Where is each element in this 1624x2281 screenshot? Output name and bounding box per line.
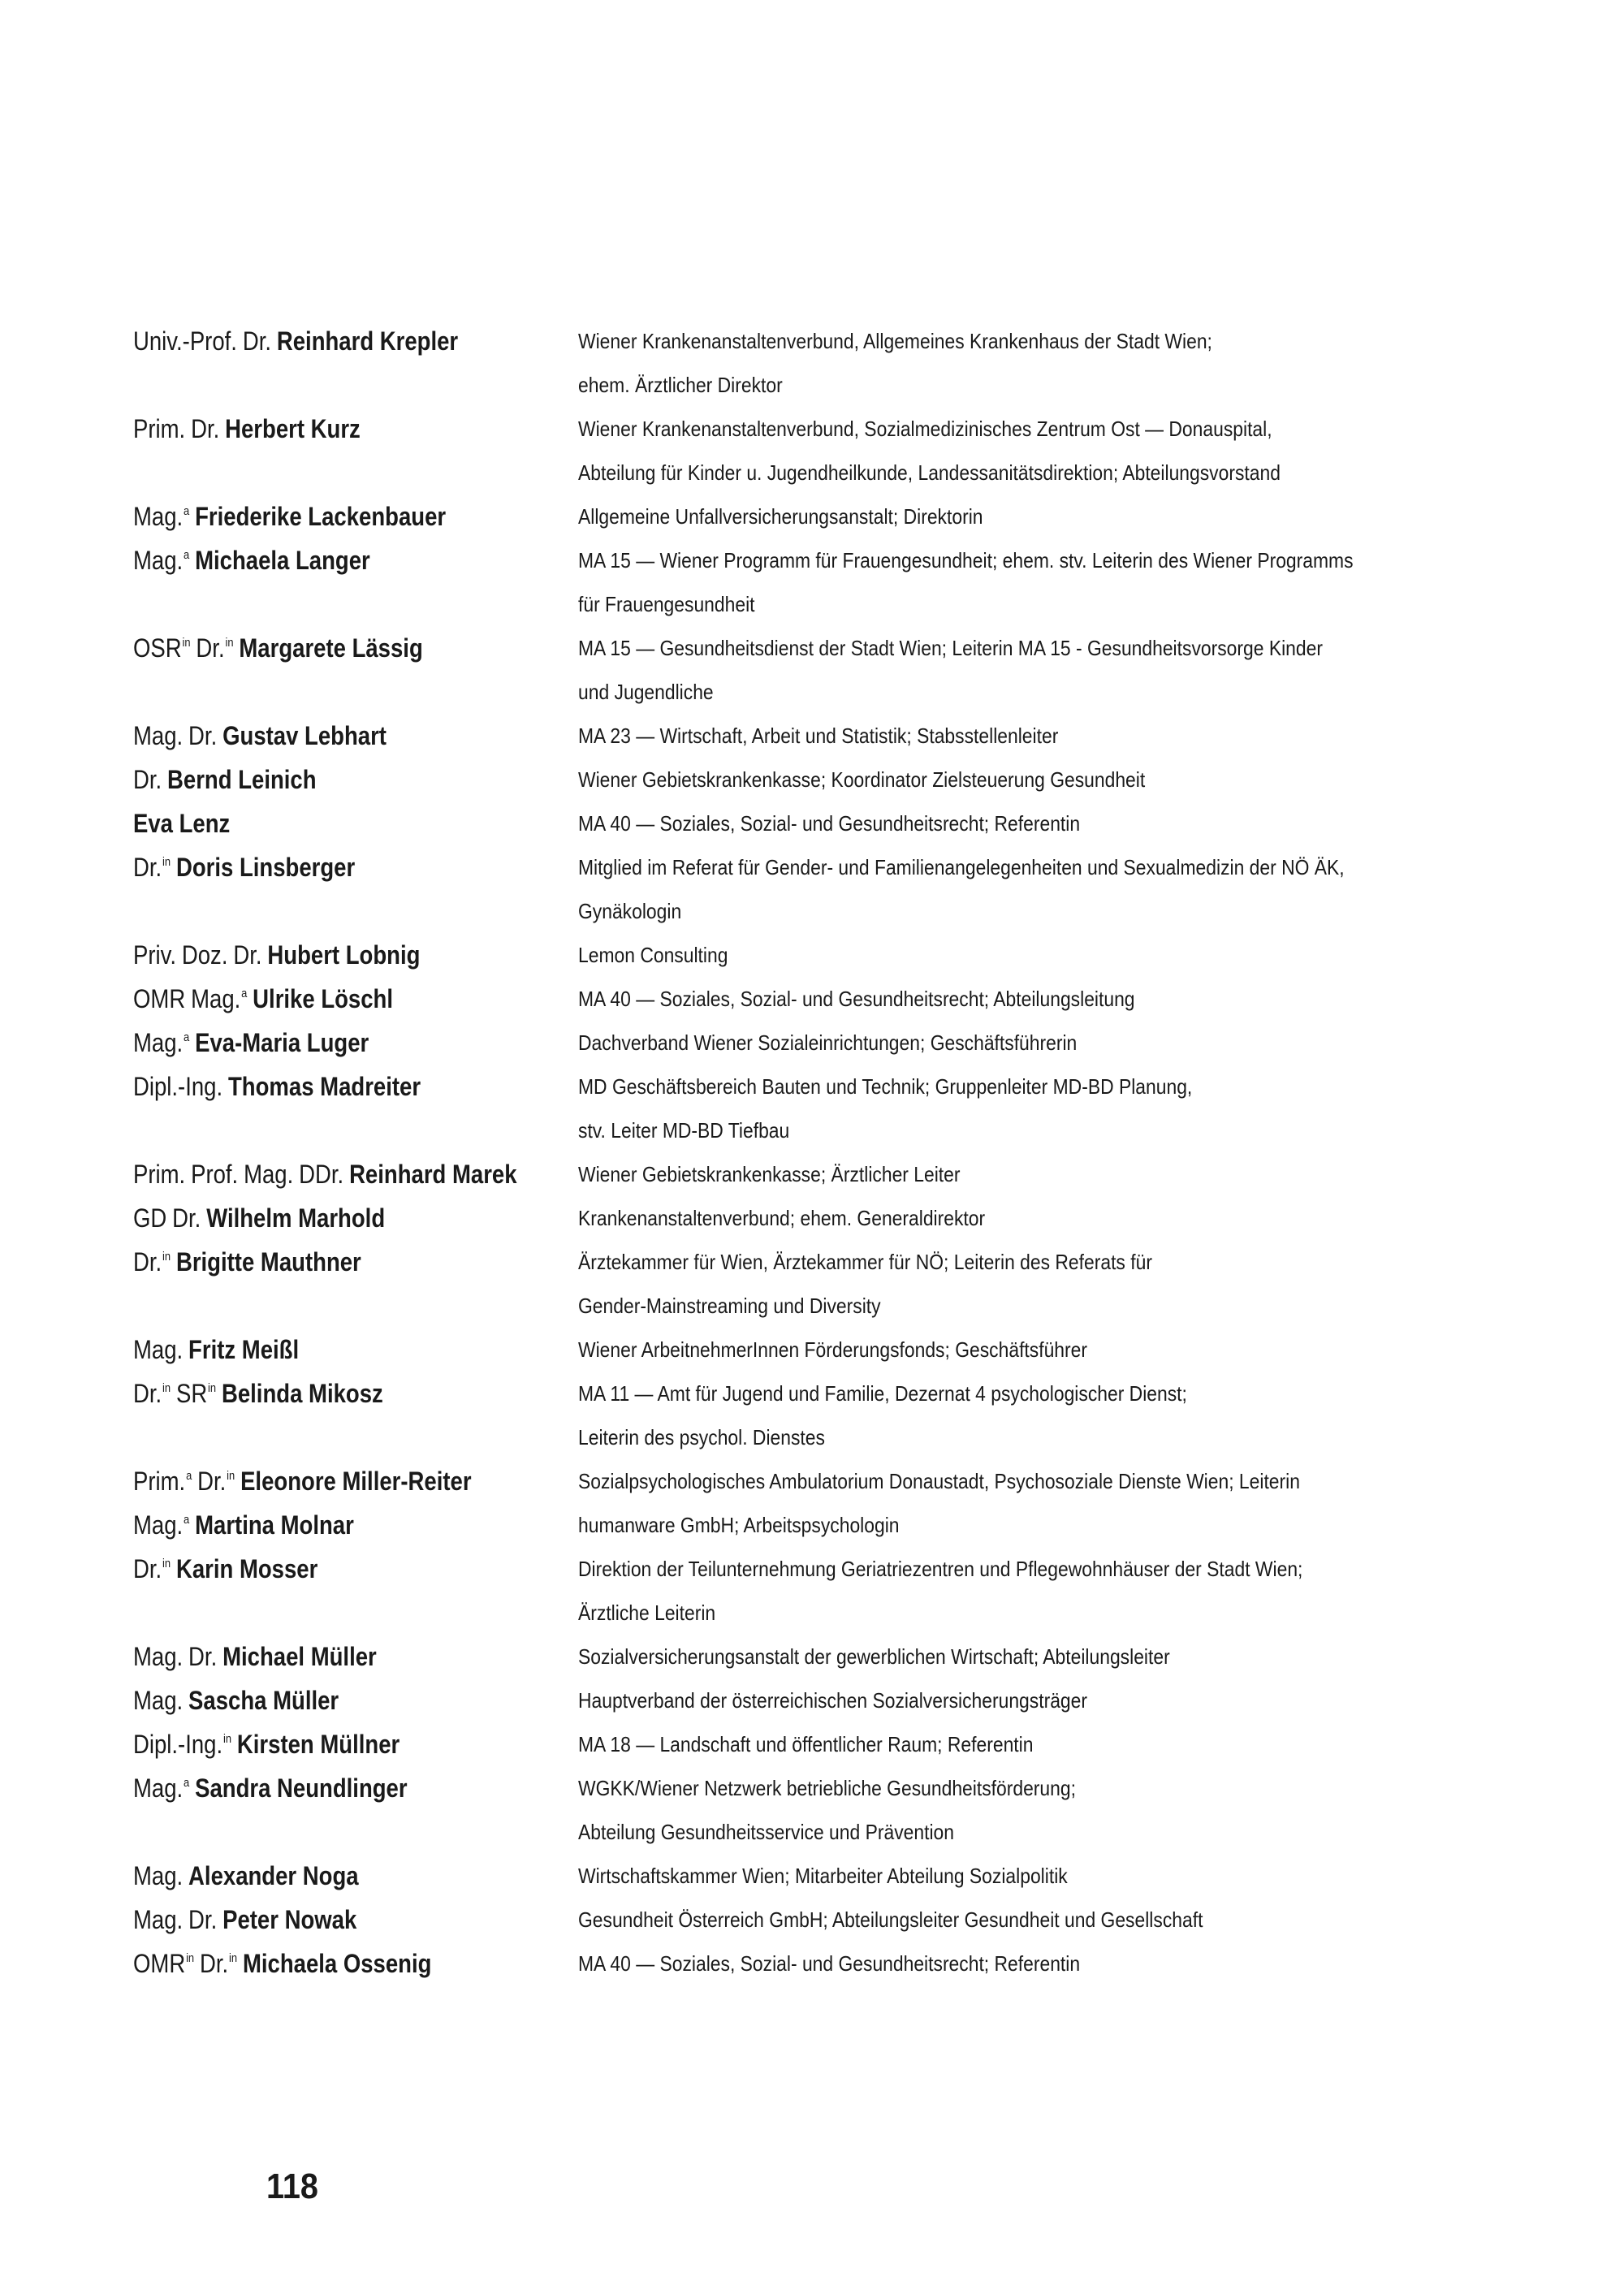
affiliation-line: Allgemeine Unfallversicherungsanstalt; Direktorin bbox=[578, 504, 983, 529]
academic-title: Doz. bbox=[181, 940, 228, 970]
academic-title: Prim. bbox=[133, 1160, 186, 1189]
person-surname: Hubert Lobnig bbox=[267, 940, 421, 970]
list-entry bbox=[133, 1459, 1400, 1503]
affiliation bbox=[578, 1372, 1302, 1459]
affiliation bbox=[578, 1459, 1302, 1503]
affiliation bbox=[578, 758, 1302, 801]
academic-title: OMR bbox=[133, 984, 186, 1013]
affiliation bbox=[578, 1898, 1302, 1942]
title-suffix: a bbox=[184, 1776, 190, 1790]
affiliation-line: MD Geschäftsbereich Bauten und Technik; Gruppenleiter MD-BD Planung, bbox=[578, 1074, 1193, 1099]
list-entry bbox=[133, 758, 1400, 801]
affiliation bbox=[578, 1722, 1302, 1766]
academic-title: Mag.$^a$ bbox=[133, 546, 190, 575]
person-name bbox=[133, 1372, 516, 1415]
person-surname: Eva Lenz bbox=[133, 809, 231, 838]
person-surname: Peter Nowak bbox=[222, 1905, 357, 1934]
academic-title: DDr. bbox=[299, 1160, 344, 1189]
academic-title: Dr. bbox=[191, 414, 220, 443]
affiliation bbox=[578, 1240, 1302, 1328]
affiliation bbox=[578, 319, 1302, 407]
affiliation bbox=[578, 933, 1302, 977]
person-name bbox=[133, 1240, 516, 1284]
academic-title: Dipl.-Ing.$^{in}$ bbox=[133, 1730, 232, 1759]
academic-title: Mag. bbox=[133, 1335, 184, 1364]
person-name bbox=[133, 1547, 516, 1591]
academic-title: Mag. bbox=[133, 1686, 184, 1715]
affiliation bbox=[578, 407, 1302, 495]
affiliation-line: MA 40 — Soziales, Sozial- und Gesundheitsrecht; Referentin bbox=[578, 811, 1081, 836]
person-name bbox=[133, 933, 516, 977]
page-number: 118 bbox=[266, 2167, 318, 2206]
list-entry bbox=[133, 845, 1400, 933]
academic-title: Mag.$^a$ bbox=[191, 984, 248, 1013]
person-surname: Martina Molnar bbox=[195, 1510, 354, 1540]
academic-title: Dipl.-Ing. bbox=[133, 1072, 223, 1101]
affiliation-line: Wirtschaftskammer Wien; Mitarbeiter Abteilung Sozialpolitik bbox=[578, 1864, 1068, 1888]
academic-title: Mag.$^a$ bbox=[133, 1773, 190, 1803]
person-surname: Brigitte Mauthner bbox=[175, 1247, 361, 1277]
list-entry bbox=[133, 495, 1400, 538]
person-surname: Reinhard Krepler bbox=[276, 326, 459, 356]
academic-title: Mag. bbox=[244, 1160, 294, 1189]
person-surname: Kirsten Müllner bbox=[236, 1730, 400, 1759]
title-suffix: in bbox=[227, 1469, 235, 1483]
person-surname: Sascha Müller bbox=[188, 1686, 339, 1715]
affiliation-line: MA 40 — Soziales, Sozial- und Gesundheitsrecht; Referentin bbox=[578, 1951, 1081, 1976]
title-suffix: a bbox=[186, 1469, 192, 1483]
affiliation-line: MA 11 — Amt für Jugend und Familie, Dezernat 4 psychologischer Dienst; bbox=[578, 1381, 1187, 1406]
person-name bbox=[133, 1152, 516, 1196]
person-name bbox=[133, 1898, 516, 1942]
list-entry bbox=[133, 626, 1400, 714]
affiliation-line: Gesundheit Österreich GmbH; Abteilungsleiter Gesundheit und Gesellschaft bbox=[578, 1907, 1203, 1932]
person-name bbox=[133, 1459, 516, 1503]
affiliation bbox=[578, 1942, 1302, 1985]
academic-title: Dr. bbox=[242, 326, 271, 356]
list-entry bbox=[133, 1372, 1400, 1459]
person-name bbox=[133, 1503, 516, 1547]
person-surname: Margarete Lässig bbox=[239, 633, 423, 663]
affiliation bbox=[578, 845, 1345, 933]
affiliation-line: Lemon Consulting bbox=[578, 943, 728, 967]
affiliation-line: Dachverband Wiener Sozialeinrichtungen; Geschäftsführerin bbox=[578, 1030, 1078, 1055]
person-surname: Eva-Maria Luger bbox=[195, 1028, 369, 1057]
affiliation-line: Gender-Mainstreaming und Diversity bbox=[578, 1294, 881, 1318]
person-name bbox=[133, 1766, 516, 1810]
academic-title: Univ.-Prof. bbox=[133, 326, 237, 356]
person-name bbox=[133, 1942, 516, 1985]
affiliation-line: MA 40 — Soziales, Sozial- und Gesundheitsrecht; Abteilungsleitung bbox=[578, 987, 1135, 1011]
person-surname: Michael Müller bbox=[222, 1642, 377, 1671]
title-suffix: a bbox=[241, 987, 248, 1000]
person-surname: Doris Linsberger bbox=[175, 853, 356, 882]
affiliation-line: ehem. Ärztlicher Direktor bbox=[578, 373, 783, 397]
affiliation-line: Wiener ArbeitnehmerInnen Förderungsfonds; Geschäftsführer bbox=[578, 1337, 1087, 1362]
person-surname: Karin Mosser bbox=[175, 1554, 318, 1583]
list-entry bbox=[133, 1152, 1400, 1196]
affiliation-line: Wiener Krankenanstaltenverbund, Sozialmedizinisches Zentrum Ost — Donauspital, bbox=[578, 417, 1272, 441]
person-surname: Michaela Langer bbox=[195, 546, 370, 575]
list-entry bbox=[133, 1328, 1400, 1372]
affiliation bbox=[578, 714, 1302, 758]
academic-title: Mag. bbox=[133, 1905, 184, 1934]
person-name bbox=[133, 495, 516, 538]
title-suffix: a bbox=[184, 1513, 190, 1527]
academic-title: Dr.$^{in}$ bbox=[199, 1949, 238, 1978]
affiliation-line: MA 15 — Gesundheitsdienst der Stadt Wien; Leiterin MA 15 - Gesundheitsvorsorge Kinder bbox=[578, 636, 1323, 660]
affiliation bbox=[578, 495, 1302, 538]
person-surname: Bernd Leinich bbox=[167, 765, 317, 794]
title-suffix: in bbox=[162, 1381, 171, 1395]
title-suffix: in bbox=[222, 1732, 232, 1746]
person-name bbox=[133, 1678, 516, 1722]
academic-title: Dr. bbox=[188, 1642, 218, 1671]
person-name bbox=[133, 626, 516, 670]
list-entry bbox=[133, 1854, 1400, 1898]
academic-title: Dr.$^{in}$ bbox=[133, 853, 171, 882]
academic-title: $OSR^{in}$ bbox=[133, 633, 191, 663]
person-name bbox=[133, 1854, 516, 1898]
academic-title: $SR^{in}$ bbox=[175, 1379, 217, 1408]
affiliation-line: humanware GmbH; Arbeitspsychologin bbox=[578, 1513, 900, 1537]
person-surname: Alexander Noga bbox=[188, 1861, 359, 1890]
list-entry bbox=[133, 1196, 1400, 1240]
person-name bbox=[133, 758, 516, 801]
affiliation bbox=[578, 1021, 1302, 1065]
affiliation bbox=[578, 1678, 1302, 1722]
academic-title: Dr.$^{in}$ bbox=[197, 1467, 235, 1496]
person-surname: Wilhelm Marhold bbox=[206, 1203, 386, 1233]
list-entry bbox=[133, 1547, 1400, 1635]
list-entry bbox=[133, 1678, 1400, 1722]
list-entry bbox=[133, 407, 1400, 495]
title-suffix: in bbox=[208, 1381, 217, 1395]
person-name bbox=[133, 845, 516, 889]
academic-title: Mag.$^a$ bbox=[133, 1510, 190, 1540]
person-name bbox=[133, 407, 516, 451]
academic-title: $OMR^{in}$ bbox=[133, 1949, 195, 1978]
person-surname: Herbert Kurz bbox=[225, 414, 361, 443]
person-name bbox=[133, 1722, 516, 1766]
affiliation bbox=[578, 1065, 1302, 1152]
affiliation-line: Wiener Gebietskrankenkasse; Koordinator Zielsteuerung Gesundheit bbox=[578, 767, 1146, 792]
affiliation-line: stv. Leiter MD-BD Tiefbau bbox=[578, 1118, 790, 1143]
list-entry bbox=[133, 1240, 1400, 1328]
person-surname: Belinda Mikosz bbox=[221, 1379, 383, 1408]
academic-title: Mag.$^a$ bbox=[133, 502, 190, 531]
list-entry bbox=[133, 1766, 1400, 1854]
affiliation-line: Hauptverband der österreichischen Sozialversicherungsträger bbox=[578, 1688, 1087, 1713]
academic-title: GD bbox=[133, 1203, 167, 1233]
academic-title: Dr. bbox=[188, 1905, 218, 1934]
affiliation-line: MA 23 — Wirtschaft, Arbeit und Statistik; Stabsstellenleiter bbox=[578, 724, 1059, 748]
academic-title: Dr. bbox=[233, 940, 262, 970]
title-suffix: in bbox=[229, 1951, 238, 1965]
academic-title: Dr.$^{in}$ bbox=[133, 1554, 171, 1583]
affiliation bbox=[578, 538, 1354, 626]
person-surname: Fritz Meißl bbox=[188, 1335, 300, 1364]
academic-title: Prim.$^a$ bbox=[133, 1467, 192, 1496]
affiliation-line: Direktion der Teilunternehmung Geriatriezentren und Pflegewohnhäuser der Stadt Wien; bbox=[578, 1557, 1303, 1581]
academic-title: Dr. bbox=[133, 765, 162, 794]
title-suffix: a bbox=[184, 1030, 190, 1044]
academic-title: Mag. bbox=[133, 1861, 184, 1890]
affiliation bbox=[578, 1635, 1302, 1678]
title-suffix: in bbox=[162, 1557, 171, 1570]
person-name bbox=[133, 977, 516, 1021]
academic-title: Dr. bbox=[188, 721, 218, 750]
academic-title: Prof. bbox=[191, 1160, 239, 1189]
affiliation-line: Leiterin des psychol. Dienstes bbox=[578, 1425, 825, 1449]
person-surname: Eleonore Miller-Reiter bbox=[240, 1467, 472, 1496]
title-suffix: in bbox=[182, 636, 191, 650]
list-entry bbox=[133, 1898, 1400, 1942]
affiliation-line: WGKK/Wiener Netzwerk betriebliche Gesundheitsförderung; bbox=[578, 1776, 1076, 1800]
affiliation-line: für Frauengesundheit bbox=[578, 592, 755, 616]
person-name bbox=[133, 1065, 516, 1108]
affiliation-line: Ärztekammer für Wien, Ärztekammer für NÖ; Leiterin des Referats für bbox=[578, 1250, 1152, 1274]
title-suffix: in bbox=[225, 636, 234, 650]
person-surname: Thomas Madreiter bbox=[228, 1072, 421, 1101]
person-surname: Michaela Ossenig bbox=[242, 1949, 432, 1978]
person-name bbox=[133, 319, 516, 363]
affiliation-line: Sozialversicherungsanstalt der gewerblichen Wirtschaft; Abteilungsleiter bbox=[578, 1644, 1170, 1669]
academic-title: Priv. bbox=[133, 940, 176, 970]
list-entry bbox=[133, 977, 1400, 1021]
academic-title: Mag. bbox=[133, 721, 184, 750]
person-name bbox=[133, 1635, 516, 1678]
affiliation bbox=[578, 626, 1323, 714]
affiliation bbox=[578, 1503, 1302, 1547]
academic-title: Dr. bbox=[172, 1203, 201, 1233]
affiliation-line: Abteilung für Kinder u. Jugendheilkunde, Landessanitätsdirektion; Abteilungsvorstand bbox=[578, 460, 1281, 485]
person-name bbox=[133, 714, 516, 758]
title-suffix: in bbox=[162, 1250, 171, 1264]
affiliation-line: Gynäkologin bbox=[578, 899, 682, 923]
affiliation bbox=[578, 801, 1302, 845]
affiliation bbox=[578, 1196, 1302, 1240]
list-entry bbox=[133, 538, 1400, 626]
affiliation bbox=[578, 1328, 1302, 1372]
list-entry bbox=[133, 1942, 1400, 1985]
person-surname: Gustav Lebhart bbox=[222, 721, 387, 750]
person-surname: Sandra Neundlinger bbox=[195, 1773, 408, 1803]
affiliation bbox=[578, 1152, 1302, 1196]
list-entry bbox=[133, 1635, 1400, 1678]
affiliation-line: Wiener Krankenanstaltenverbund, Allgemeines Krankenhaus der Stadt Wien; bbox=[578, 329, 1212, 353]
affiliation-line: Ärztliche Leiterin bbox=[578, 1601, 716, 1625]
academic-title: Dr.$^{in}$ bbox=[196, 633, 234, 663]
list-entry bbox=[133, 714, 1400, 758]
affiliation bbox=[578, 1766, 1302, 1854]
affiliation-line: MA 18 — Landschaft und öffentlicher Raum; Referentin bbox=[578, 1732, 1034, 1756]
person-surname: Reinhard Marek bbox=[349, 1160, 517, 1189]
affiliation-line: MA 15 — Wiener Programm für Frauengesundheit; ehem. stv. Leiterin des Wiener Programms bbox=[578, 548, 1354, 572]
person-name bbox=[133, 1196, 516, 1240]
title-suffix: in bbox=[162, 855, 171, 869]
person-surname: Ulrike Löschl bbox=[253, 984, 394, 1013]
list-entry bbox=[133, 319, 1400, 407]
affiliation-line: und Jugendliche bbox=[578, 680, 714, 704]
title-suffix: in bbox=[186, 1951, 195, 1965]
list-entry bbox=[133, 1065, 1400, 1152]
list-entry bbox=[133, 1503, 1400, 1547]
affiliation-line: Sozialpsychologisches Ambulatorium Donaustadt, Psychosoziale Dienste Wien; Leiterin bbox=[578, 1469, 1300, 1493]
list-entry bbox=[133, 801, 1400, 845]
list-entry bbox=[133, 1021, 1400, 1065]
list-entry bbox=[133, 933, 1400, 977]
academic-title: Dr.$^{in}$ bbox=[133, 1379, 171, 1408]
affiliation-line: Wiener Gebietskrankenkasse; Ärztlicher Leiter bbox=[578, 1162, 961, 1186]
affiliation-line: Abteilung Gesundheitsservice und Prävention bbox=[578, 1820, 954, 1844]
academic-title: Mag.$^a$ bbox=[133, 1028, 190, 1057]
person-name bbox=[133, 801, 516, 845]
person-name bbox=[133, 1328, 516, 1372]
title-suffix: a bbox=[184, 548, 190, 562]
affiliation-line: Mitglied im Referat für Gender- und Familienangelegenheiten und Sexualmedizin der NÖ ÄK, bbox=[578, 855, 1345, 879]
title-suffix: a bbox=[184, 504, 190, 518]
academic-title: Prim. bbox=[133, 414, 186, 443]
affiliation bbox=[578, 1854, 1302, 1898]
person-name bbox=[133, 1021, 516, 1065]
affiliation-line: Krankenanstaltenverbund; ehem. Generaldirektor bbox=[578, 1206, 986, 1230]
academic-title: Mag. bbox=[133, 1642, 184, 1671]
list-entry bbox=[133, 1722, 1400, 1766]
academic-title: Dr.$^{in}$ bbox=[133, 1247, 171, 1277]
affiliation bbox=[578, 1547, 1302, 1635]
participant-list bbox=[133, 319, 1400, 1985]
person-name bbox=[133, 538, 516, 582]
person-surname: Friederike Lackenbauer bbox=[195, 502, 447, 531]
affiliation bbox=[578, 977, 1302, 1021]
